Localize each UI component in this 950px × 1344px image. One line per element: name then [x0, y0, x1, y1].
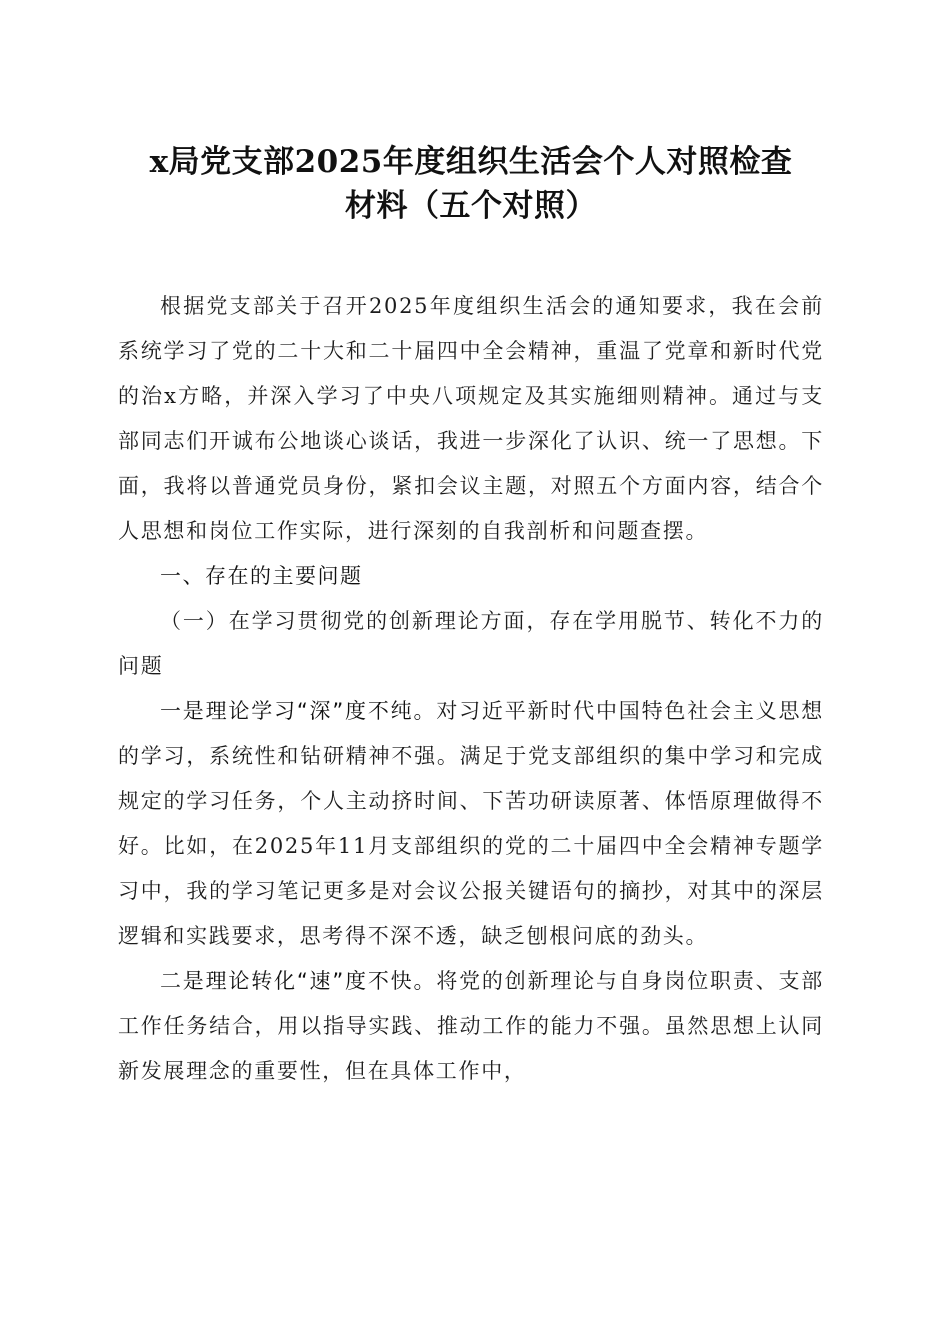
- document-title: [118, 140, 824, 228]
- item-2-lead: 二是理论转化“速”度不快。: [160, 969, 437, 993]
- section-heading-problems: 一、存在的主要问题: [160, 564, 363, 588]
- item-paragraph-1: [118, 689, 824, 959]
- item-1-lead: 一是理论学习“深”度不纯。: [160, 699, 437, 723]
- subsection-heading-theory: （一）在学习贯彻党的创新理论方面，存在学用脱节、转化不力的问题: [118, 609, 824, 678]
- title-line-1: x局党支部2025年度组织生活会个人对照检查: [149, 144, 793, 180]
- intro-paragraph: 根据党支部关于召开2025年度组织生活会的通知要求，我在会前系统学习了党的二十大和二十届四中全会精神，重温了党章和新时代党的治x方略，并深入学习了中央八项规定及其实施细则精神。通过与支部同志们开诚布公地谈心谈话，我进一步深化了认识、统一了思想。下面，我将以普通党员身份，紧扣会议主题，对照五个方面内容，结合个人思想和岗位工作实际，进行深刻的自我剖析和问题查摆。: [118, 294, 824, 543]
- item-paragraph-2: [118, 959, 824, 1094]
- item-2-text: 将党的创新理论与自身岗位职责、支部工作任务结合，用以指导实践、推动工作的能力不强。虽然思想上认同新发展理念的重要性，但在具体工作中，: [118, 969, 824, 1083]
- document-body: [118, 284, 824, 1094]
- item-1-text: 对习近平新时代中国特色社会主义思想的学习，系统性和钻研精神不强。满足于党支部组织的集中学习和完成规定的学习任务，个人主动挤时间、下苦功研读原著、体悟原理做得不好。比如，在2025年11月支部组织的党的二十届四中全会精神专题学习中，我的学习笔记更多是对会议公报关键语句的摘抄，对其中的深层逻辑和实践要求，思考得不深不透，缺乏刨根问底的劲头。: [118, 699, 824, 948]
- title-line-2: 材料（五个对照）: [345, 188, 597, 224]
